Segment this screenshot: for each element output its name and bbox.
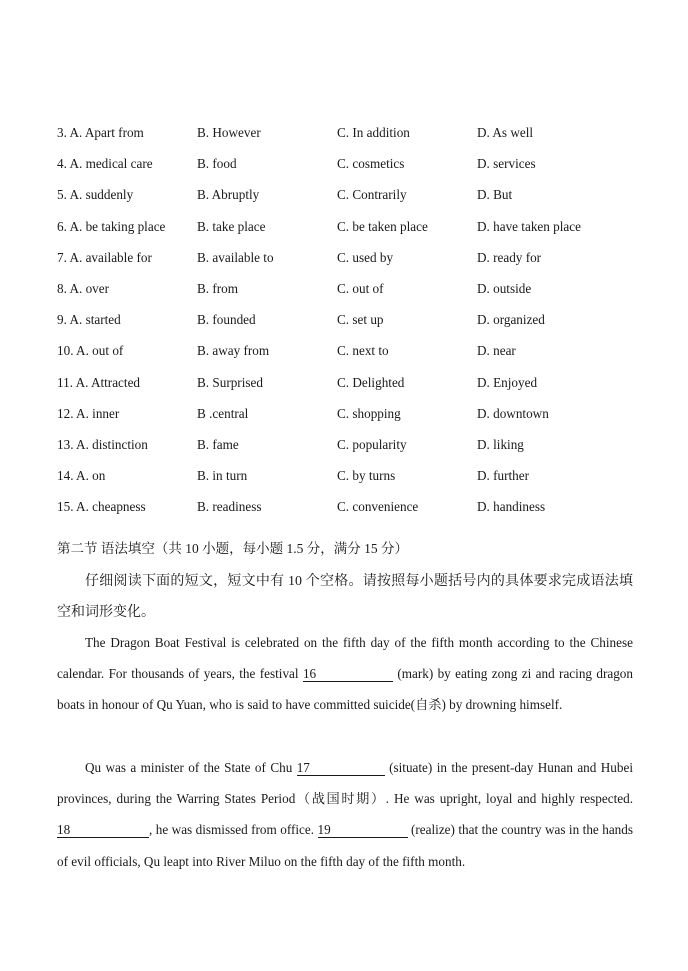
blank-17: 17 bbox=[297, 760, 385, 776]
option-row bbox=[57, 496, 657, 527]
option-a: 8. A. over bbox=[57, 280, 110, 296]
option-a: 6. A. be taking place bbox=[57, 218, 166, 234]
option-d: D. But bbox=[477, 187, 513, 203]
section-title: 第二节 语法填空（共 10 小题，每小题 1.5 分，满分 15 分） bbox=[57, 541, 408, 556]
option-row bbox=[57, 340, 657, 371]
option-a: 12. A. inner bbox=[57, 405, 120, 421]
option-d: D. ready for bbox=[477, 249, 542, 265]
option-b: B. However bbox=[197, 125, 261, 140]
option-b: B. from bbox=[197, 280, 239, 296]
option-a: 5. A. suddenly bbox=[57, 187, 134, 203]
option-d: D. near bbox=[477, 343, 516, 359]
option-row bbox=[57, 309, 657, 340]
option-c: C. shopping bbox=[337, 405, 401, 421]
passage-text: , he was dismissed from office. bbox=[149, 822, 318, 838]
option-row bbox=[57, 403, 657, 434]
option-d: D. handiness bbox=[477, 499, 546, 515]
option-a: 13. A. distinction bbox=[57, 436, 148, 452]
option-row bbox=[57, 153, 657, 184]
passage-paragraph-2 bbox=[57, 752, 633, 877]
option-c: C. used by bbox=[337, 249, 394, 265]
option-a: 14. A. on bbox=[57, 468, 106, 484]
option-c: C. cosmetics bbox=[337, 156, 405, 172]
option-a: 3. A. Apart from bbox=[57, 125, 144, 140]
option-row bbox=[57, 372, 657, 403]
passage-text: Qu was a minister of the State of Chu bbox=[85, 760, 297, 775]
option-a: 7. A. available for bbox=[57, 249, 152, 265]
option-d: D. have taken place bbox=[477, 218, 581, 234]
blank-16: 16 bbox=[303, 666, 393, 682]
option-row bbox=[57, 434, 657, 465]
passage-text: (mark) by eating zong zi and racing dragon boats in honour of Qu Yuan, who is said to have committed suicide(自杀) by drowning himself. bbox=[57, 666, 633, 713]
passage-text: The Dragon Boat Festival is celebrated on the fifth day of the fifth month according to the Chinese calendar. For thousands of years, the festival bbox=[57, 635, 633, 682]
option-c: C. out of bbox=[337, 280, 384, 296]
options-list bbox=[57, 122, 657, 527]
passage-text: (realize) that the country was in the hands of evil officials, Qu leapt into River Miluo on the fifth day of the fifth month. bbox=[57, 822, 634, 869]
option-b: B. available to bbox=[197, 249, 274, 265]
option-b: B. food bbox=[197, 156, 237, 172]
option-row bbox=[57, 247, 657, 278]
option-a: 9. A. started bbox=[57, 312, 121, 328]
option-c: C. next to bbox=[337, 343, 389, 359]
option-b: B. readiness bbox=[197, 499, 262, 515]
option-c: C. by turns bbox=[337, 468, 396, 484]
option-a: 15. A. cheapness bbox=[57, 499, 146, 515]
option-row bbox=[57, 216, 657, 247]
option-c: C. Delighted bbox=[337, 374, 405, 390]
option-b: B .central bbox=[197, 405, 249, 421]
option-b: B. away from bbox=[197, 343, 270, 359]
option-a: 10. A. out of bbox=[57, 343, 124, 359]
option-b: B. fame bbox=[197, 436, 239, 452]
option-d: D. services bbox=[477, 156, 536, 172]
option-c: C. set up bbox=[337, 312, 384, 328]
option-d: D. liking bbox=[477, 436, 524, 452]
option-c: C. be taken place bbox=[337, 218, 428, 234]
option-row bbox=[57, 465, 657, 496]
option-d: D. outside bbox=[477, 280, 532, 296]
option-a: 11. A. Attracted bbox=[57, 374, 141, 390]
option-row bbox=[57, 122, 657, 153]
option-row bbox=[57, 184, 657, 215]
option-d: D. Enjoyed bbox=[477, 374, 538, 390]
option-c: C. Contrarily bbox=[337, 187, 407, 203]
option-b: B. in turn bbox=[197, 468, 248, 484]
option-b: B. take place bbox=[197, 218, 266, 234]
option-d: D. organized bbox=[477, 312, 545, 328]
option-c: C. In addition bbox=[337, 125, 410, 140]
option-a: 4. A. medical care bbox=[57, 156, 153, 172]
option-b: B. founded bbox=[197, 312, 256, 328]
option-d: D. further bbox=[477, 468, 529, 484]
option-d: D. As well bbox=[477, 125, 534, 140]
option-row bbox=[57, 278, 657, 309]
option-b: B. Abruptly bbox=[197, 187, 260, 203]
section-instruction: 仔细阅读下面的短文，短文中有 10 个空格。请按照每小题括号内的具体要求完成语法填空和词形变化。 bbox=[57, 574, 633, 620]
option-d: D. downtown bbox=[477, 405, 549, 421]
blank-18: 18 bbox=[57, 822, 149, 838]
passage-text: (situate) in the present-day Hunan and Hubei provinces, during the Warring States Period（战国时期）. He was upright, loyal and highly respected. bbox=[57, 760, 633, 807]
passage-paragraph-1 bbox=[57, 627, 633, 721]
option-b: B. Surprised bbox=[197, 374, 263, 390]
option-c: C. popularity bbox=[337, 436, 407, 452]
blank-19: 19 bbox=[318, 822, 408, 838]
option-c: C. convenience bbox=[337, 499, 419, 515]
